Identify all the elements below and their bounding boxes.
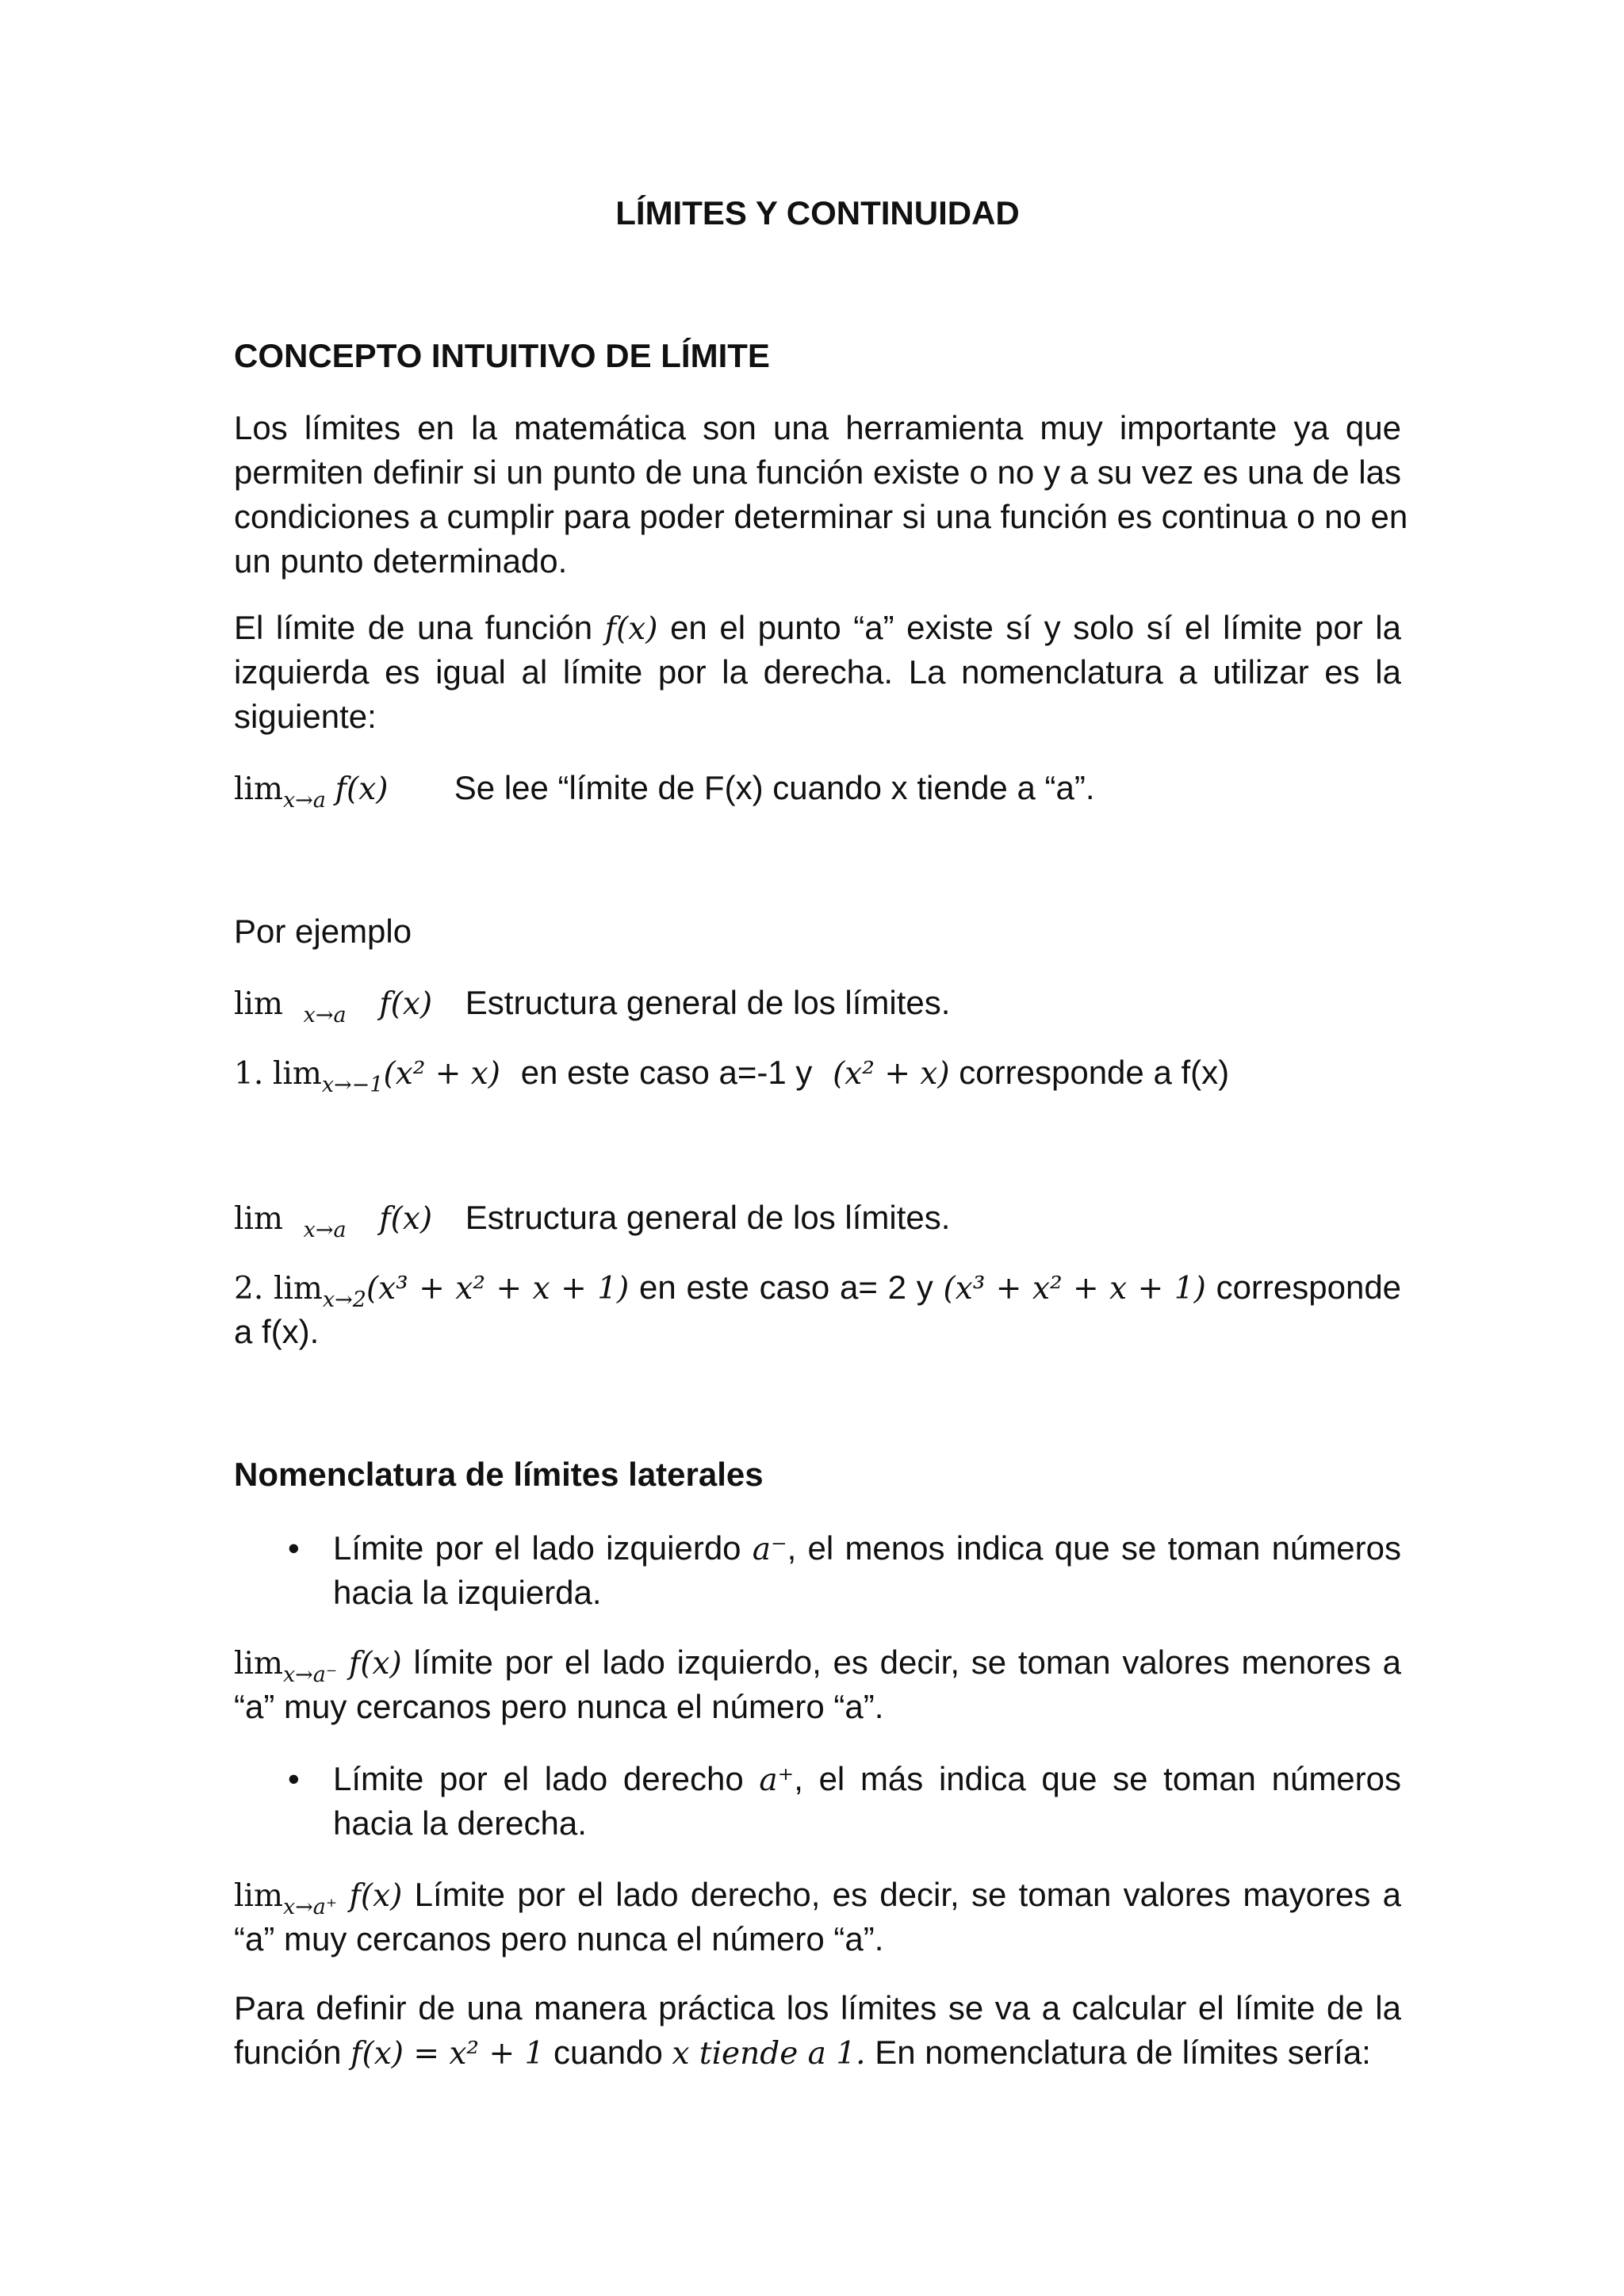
bullet-dot-icon: •: [288, 1529, 300, 1567]
text: función: [234, 2034, 342, 2071]
paragraph-line: siguiente:: [234, 698, 377, 735]
text: Límite por el lado izquierdo: [333, 1529, 741, 1567]
lim-symbol: lim: [234, 1646, 283, 1682]
example-label: Por ejemplo: [234, 913, 412, 950]
math-symbol: a⁺: [759, 1762, 795, 1798]
math-fx: f(x): [348, 1646, 402, 1682]
math-expression: (x³ + x² + x + 1): [943, 1271, 1206, 1307]
bullet-text: [333, 1757, 1401, 1803]
math-expression: (x² + x): [833, 1056, 950, 1092]
lim-symbol: lim: [273, 1271, 323, 1307]
math-fx: f(x): [604, 611, 658, 647]
text: En nomenclatura de límites sería:: [875, 2034, 1371, 2071]
text: Estructura general de los límites.: [465, 984, 951, 1021]
final-paragraph-line: Para definir de una manera práctica los límites se va a calcular el límite de la: [234, 1989, 1401, 2026]
lim-symbol: lim: [234, 986, 283, 1022]
text: en este caso a= 2 y: [639, 1269, 933, 1306]
lim-symbol: lim: [272, 1056, 322, 1092]
document-page: [234, 0, 1408, 2296]
text: Límite por el lado derecho: [333, 1760, 744, 1797]
structure-line-1: [234, 981, 1401, 1038]
text: Estructura general de los límites.: [465, 1199, 951, 1236]
lim-subscript: x→2: [322, 1288, 366, 1312]
text: cuando: [553, 2034, 663, 2071]
paragraph-line: un punto determinado.: [234, 542, 568, 580]
lim-symbol: lim: [234, 1201, 283, 1237]
paragraph-line: Los límites en la matemática son una herramienta muy importante ya que: [234, 409, 1401, 446]
text: en el punto “a” existe sí y solo sí el límite por la: [670, 609, 1401, 646]
text: en este caso a=-1 y: [520, 1054, 813, 1091]
paragraph-line: permiten definir si un punto de una función existe o no y a su vez es una de las: [234, 453, 1401, 491]
math-fx: f(x): [379, 986, 433, 1022]
math-fx: f(x): [335, 771, 389, 807]
text: , el más indica que se toman números: [794, 1760, 1402, 1797]
paragraph-line: [234, 606, 1401, 652]
math-fx: f(x): [379, 1201, 433, 1237]
page-title: LÍMITES Y CONTINUIDAD: [615, 194, 1020, 232]
structure-line-2: [234, 1196, 1401, 1253]
example-1-line: [234, 1050, 1401, 1108]
lim-subscript: x→a: [303, 1003, 347, 1027]
text: límite por el lado izquierdo, es decir, se toman valores menores a: [413, 1644, 1401, 1681]
section-heading-lateral: Nomenclatura de límites laterales: [234, 1456, 764, 1493]
math-expression: x tiende a 1.: [672, 2036, 866, 2072]
lim-subscript: x→a⁺: [282, 1895, 338, 1919]
text: Se lee “límite de F(x) cuando x tiende a “a”.: [454, 769, 1095, 806]
left-limit-line-2: “a” muy cercanos pero nunca el número “a”.: [234, 1688, 884, 1725]
text: El límite de una función: [234, 609, 593, 646]
lim-symbol: lim: [234, 1878, 283, 1914]
example-number: 2.: [234, 1271, 264, 1307]
lim-symbol: lim: [234, 771, 283, 807]
bullet-text: hacia la izquierda.: [333, 1574, 602, 1611]
example-2-line-2: a f(x).: [234, 1313, 320, 1350]
paragraph-line: condiciones a cumplir para poder determinar si una función es continua o no en: [234, 498, 1408, 535]
lim-subscript: x→a: [303, 1218, 347, 1242]
lim-subscript: x→a: [282, 788, 326, 813]
limit-notation-line: [234, 766, 1401, 823]
lim-subscript: x→a⁻: [282, 1663, 338, 1687]
final-paragraph-line-2: [234, 2030, 1401, 2076]
bullet-dot-icon: •: [288, 1760, 300, 1797]
bullet-text: [333, 1526, 1401, 1572]
math-fx: f(x): [349, 1878, 403, 1914]
math-symbol: a⁻: [752, 1532, 787, 1567]
text: corresponde a f(x): [959, 1054, 1230, 1091]
lim-subscript: x→−1: [321, 1073, 384, 1097]
text: Límite por el lado derecho, es decir, se toman valores mayores a: [414, 1876, 1402, 1913]
text: corresponde: [1216, 1269, 1402, 1306]
right-limit-line-2: “a” muy cercanos pero nunca el número “a”.: [234, 1920, 884, 1957]
math-expression: f(x) = x² + 1: [350, 2036, 545, 2072]
math-expression: (x² + x): [383, 1056, 501, 1092]
bullet-text: hacia la derecha.: [333, 1804, 587, 1842]
math-expression: (x³ + x² + x + 1): [366, 1271, 630, 1307]
paragraph-line: izquierda es igual al límite por la derecha. La nomenclatura a utilizar es la: [234, 653, 1401, 691]
text: , el menos indica que se toman números: [787, 1529, 1401, 1567]
example-number: 1.: [234, 1056, 264, 1092]
section-heading-concept: CONCEPTO INTUITIVO DE LÍMITE: [234, 337, 770, 374]
